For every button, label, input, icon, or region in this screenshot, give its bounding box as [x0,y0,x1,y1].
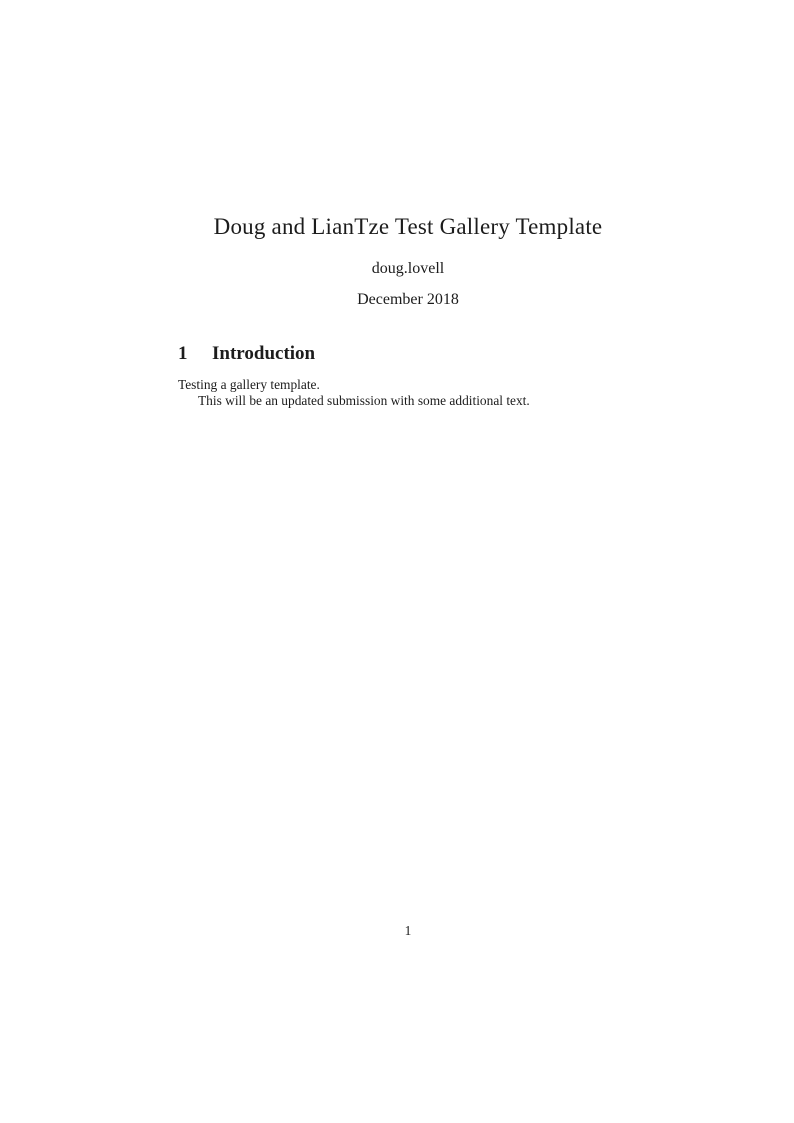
document-date: December 2018 [357,291,459,308]
paragraph: Testing a gallery template. [178,377,320,392]
paragraph: This will be an updated submission with some additional text. [198,392,530,408]
section-number: 1 [178,343,188,364]
section-heading [178,343,638,366]
section-title: Introduction [212,343,316,364]
page-number: 1 [404,923,412,938]
document-title: Doug and LianTze Test Gallery Template [213,214,603,239]
document-author: doug.lovell [371,260,445,277]
body-text [178,377,638,408]
